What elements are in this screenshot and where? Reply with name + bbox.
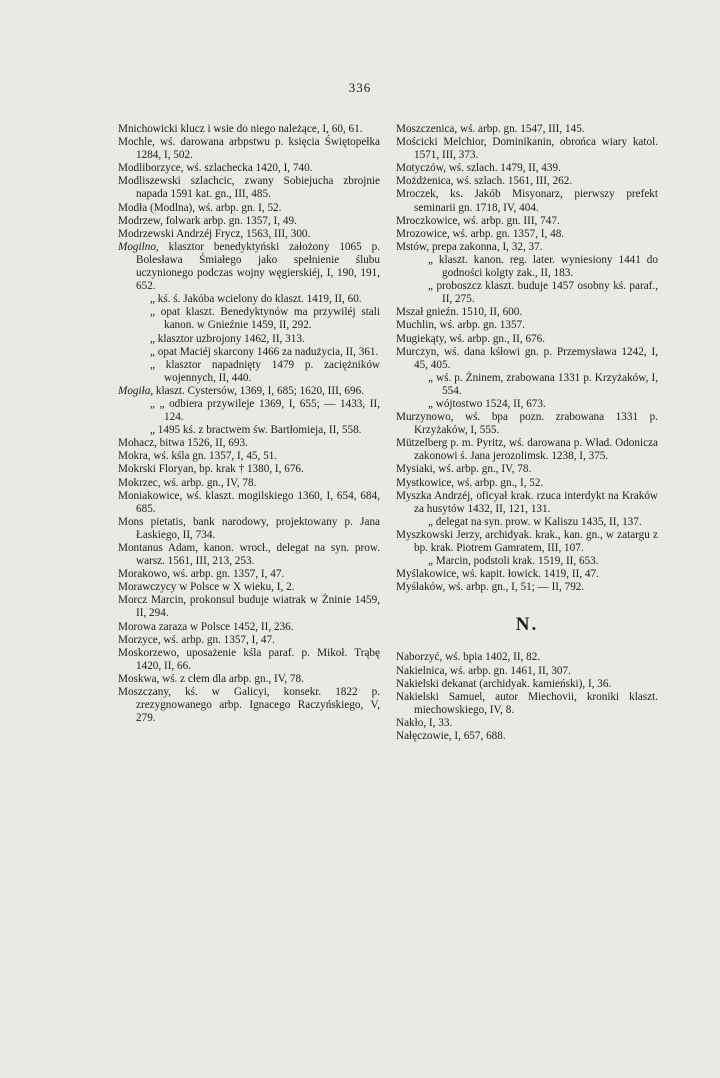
index-entry: Mons pietatis, bank narodowy, projektowany p. Jana Łaskiego, II, 734.	[118, 515, 380, 541]
index-entry: Modrzew, folwark arbp. gn. 1357, I, 49.	[118, 214, 297, 227]
index-entry: Moniakowice, wś. klaszt. mogilskiego 1360, I, 654, 684, 685.	[118, 489, 380, 515]
index-subentry: „ proboszcz klaszt. buduje 1457 osobny kś. paraf., II, 275.	[428, 280, 658, 306]
index-entry: Mokra, wś. kśla gn. 1357, I, 45, 51.	[118, 450, 278, 463]
index-subentry: „ klasztor napadnięty 1479 p. zaciężników wojennych, II, 440.	[150, 358, 380, 384]
index-entry: Montanus Adam, kanon. wrocł., delegat na syn. prow. warsz. 1561, III, 213, 253.	[118, 542, 380, 568]
index-entry: Mogiła, klaszt. Cystersów, 1369, I, 685; 1620, III, 696.	[118, 384, 365, 397]
page-number: 336	[348, 80, 372, 95]
index-entry: Mroczkowice, wś. arbp. gn. III, 747.	[396, 214, 560, 227]
index-entry: Myszkowski Jerzy, archidyak. krak., kan. gn., w zatargu z bp. krak. Piotrem Gamratem, III, 107.	[396, 528, 658, 554]
index-entry: Nakło, I, 33.	[396, 716, 453, 729]
section-letter-heading: N.	[515, 614, 539, 636]
index-entry: Murczyn, wś. dana kśłowi gn. p. Przemysława 1242, I, 45, 405.	[396, 345, 658, 371]
index-entry: Morowa zaraza w Polsce 1452, II, 236.	[118, 620, 294, 633]
index-entry: Mokrski Floryan, bp. krak † 1380, I, 676.	[118, 463, 304, 476]
index-entry: Myślakowice, wś. kapit. łowick. 1419, II, 47.	[396, 568, 599, 581]
index-entry: Mystkowice, wś. arbp. gn., I, 52.	[396, 476, 544, 489]
index-entry: Muchlin, wś. arbp. gn. 1357.	[396, 319, 525, 332]
index-entry: Mroczek, ks. Jakób Misyonarz, pierwszy prefekt seminarii gn. 1718, IV, 404.	[396, 188, 658, 214]
index-entry: Mugiekąty, wś. arbp. gn., II, 676.	[396, 332, 546, 345]
index-entry: Mościcki Melchior, Dominikanin, obrońca wiary katol. 1571, III, 373.	[396, 136, 658, 162]
index-entry: Mokrzec, wś. arbp. gn., IV, 78.	[118, 476, 257, 489]
index-entry: Modliszewski szlachcic, zwany Sobiejucha zbrojnie napada 1591 kat. gn., III, 485.	[118, 175, 380, 201]
index-entry: Morakowo, wś. arbp. gn. 1357, I, 47.	[118, 568, 285, 581]
index-entry: Modła (Modlna), wś. arbp. gn. I, 52.	[118, 201, 282, 214]
index-subentry: „ klasztor uzbrojony 1462, II, 313.	[150, 332, 305, 345]
index-entry: Mnichowicki klucz i wsie do niego należące, I, 60, 61.	[118, 123, 363, 135]
index-subentry: „ delegat na syn. prow. w Kaliszu 1435, II, 137.	[428, 515, 642, 528]
index-entry: Moskwa, wś. z cłem dla arbp. gn., IV, 78.	[118, 672, 304, 685]
index-subentry: „ klaszt. kanon. reg. later. wyniesiony 1441 do godności kolgty zak., II, 183.	[428, 253, 658, 280]
index-entry: Mstów, prepa zakonna, I, 32, 37.	[396, 240, 543, 253]
index-column-right	[396, 123, 658, 743]
index-entry: Mrozowice, wś. arbp. gn. 1357, I, 48.	[396, 227, 565, 240]
index-subentry: „ Marcin, podstoli krak. 1519, II, 653.	[428, 555, 599, 568]
index-entry: Murzynowo, wś. bpa pozn. zrabowana 1331 p. Krzyżaków, I, 555.	[396, 411, 658, 437]
index-entry: Morcz Marcin, prokonsul buduje wiatrak w Żninie 1459, II, 294.	[118, 594, 380, 620]
index-entry: Moszczany, kś. w Galicyi, konsekr. 1822 p. zrezygnowanego arbp. Ignacego Raczyńskiego, V, 279.	[118, 686, 380, 725]
index-entry: Mützelberg p. m. Pyritz, wś. darowana p. Wład. Odonicza zakonowi ś. Jana jerozolimsk. 1238, I, 375.	[396, 437, 658, 463]
index-subentry: „ opat Maciéj skarcony 1466 za nadużycia, II, 361.	[150, 345, 379, 358]
index-entry: Mochle, wś. darowana arbpstwu p. księcia Świętopełka 1284, I, 502.	[118, 136, 380, 162]
index-entry: Mszał gnieźn. 1510, II, 600.	[396, 306, 523, 319]
index-entry: Moszczenica, wś. arbp. gn. 1547, III, 145.	[396, 123, 585, 135]
index-entry: Nałęczowie, I, 657, 688.	[396, 730, 506, 743]
index-entry: Mogilno, klasztor benedyktyński założony 1065 p. Bolesława Śmiałego jako spełnienie ślubu uczynionego podczas wojny węgierskiéj, I, 190, 191, 652.	[118, 240, 380, 293]
index-entry: Modrzewski Andrzéj Frycz, 1563, III, 300.	[118, 227, 311, 240]
index-entry: Mysiaki, wś. arbp. gn., IV, 78.	[396, 463, 532, 476]
index-entry: Moskorzewo, uposażenie kśla paraf. p. Mikoł. Trąbę 1420, II, 66.	[118, 646, 380, 672]
index-entry: Nakielnica, wś. arbp. gn. 1461, II, 307.	[396, 664, 571, 677]
index-subentry: „ wójtostwo 1524, II, 673.	[428, 397, 546, 410]
index-entry: Morawczycy w Polsce w X wieku, I, 2.	[118, 581, 295, 594]
index-column-left	[118, 123, 380, 725]
index-entry: Nakielski dekanat (archidyak. kamieński), I, 36.	[396, 677, 612, 690]
index-entry: Nakielski Samuel, autor Miechovii, kroniki klaszt. miechowskiego, IV, 8.	[396, 690, 658, 716]
index-subentry: „ 1495 kś. z bractwem św. Bartłomieja, II, 558.	[150, 424, 362, 437]
index-entry: Mohacz, bitwa 1526, II, 693.	[118, 437, 248, 450]
index-subentry: „ wś. p. Żninem, zrabowana 1331 p. Krzyżaków, I, 554.	[428, 371, 658, 397]
index-entry: Myślaków, wś. arbp. gn., I, 51; — II, 792.	[396, 581, 585, 594]
index-subentry: „ opat klaszt. Benedyktynów ma przywiléj stali kanon. w Gnieźnie 1459, II, 292.	[150, 306, 380, 332]
index-entry: Myszka Andrzéj, oficyał krak. rzuca interdykt na Kraków za husytów 1432, II, 121, 131.	[396, 489, 658, 515]
index-subentry: „ kś. ś. Jakóba wcielony do klaszt. 1419, II, 60.	[150, 293, 362, 306]
index-entry: Modliborzyce, wś. szlachecka 1420, I, 740.	[118, 162, 313, 175]
index-entry: Motyczów, wś. szlach. 1479, II, 439.	[396, 162, 561, 175]
index-entry: Naborzyć, wś. bpia 1402, II, 82.	[396, 651, 541, 664]
index-entry: Możdżenica, wś. szlach. 1561, III, 262.	[396, 175, 573, 188]
index-entry: Morzyce, wś. arbp. gn. 1357, I, 47.	[118, 633, 275, 646]
index-subentry: „ „ odbiera przywileje 1369, I, 655; — 1433, II, 124.	[150, 397, 380, 424]
